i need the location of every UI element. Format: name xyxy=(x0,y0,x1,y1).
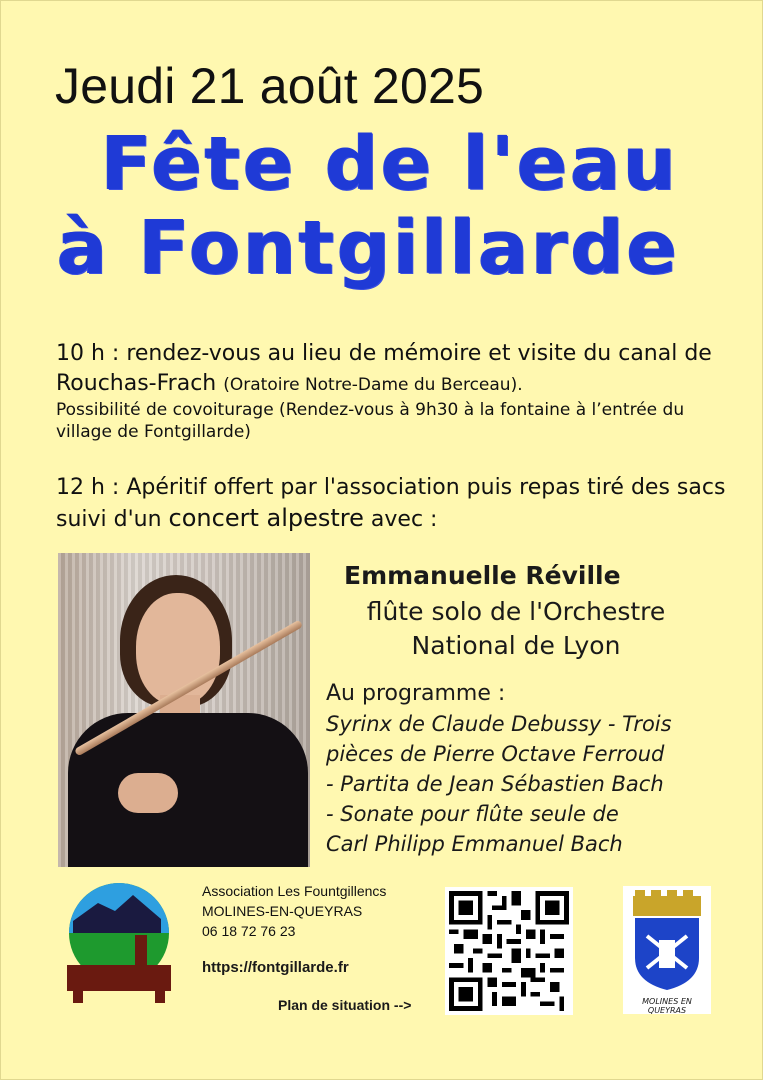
association-info xyxy=(202,881,386,941)
program-line: - Partita de Jean Sébastien Bach xyxy=(326,772,664,796)
morning-paren: (Oratoire Notre-Dame du Berceau). xyxy=(223,375,523,395)
association-phone: 06 18 72 76 23 xyxy=(202,923,296,939)
performer-photo xyxy=(58,553,310,867)
program-line: Syrinx de Claude Debussy - Trois xyxy=(326,712,672,736)
association-logo xyxy=(63,881,175,1005)
noon-text-a: 12 h : Apéritif offert par l'association puis repas tiré des sacs suivi d'un xyxy=(56,475,726,532)
noon-schedule xyxy=(56,473,736,535)
website-link[interactable]: https://fontgillarde.fr xyxy=(202,959,349,976)
performer-role-1: flûte solo de l'Orchestre xyxy=(366,597,666,626)
qr-code[interactable] xyxy=(445,887,573,1015)
noon-text-b: avec : xyxy=(370,507,438,532)
crest-label: MOLINES EN QUEYRAS xyxy=(642,997,692,1015)
program-list xyxy=(326,709,726,859)
association-town: MOLINES-EN-QUEYRAS xyxy=(202,903,363,919)
performer-role-2: National de Lyon xyxy=(411,631,621,660)
program-line: pièces de Pierre Octave Ferroud xyxy=(326,742,665,766)
noon-concert: concert alpestre xyxy=(168,504,364,532)
association-name: Association Les Fountgillencs xyxy=(202,883,387,899)
event-title-line2: à Fontgillarde xyxy=(57,205,680,291)
plan-label: Plan de situation --> xyxy=(278,997,412,1013)
performer-role xyxy=(331,595,701,663)
program-line: Carl Philipp Emmanuel Bach xyxy=(326,832,623,856)
event-date: Jeudi 21 août 2025 xyxy=(55,58,484,114)
program-line: - Sonate pour flûte seule de xyxy=(326,802,619,826)
event-title-line1: Fête de l'eau xyxy=(101,121,679,207)
performer-name: Emmanuelle Réville xyxy=(344,561,621,590)
morning-main: 10 h : rendez-vous au lieu de mémoire et visite du canal de Rouchas-Frach xyxy=(56,341,712,396)
program-title: Au programme : xyxy=(326,681,506,706)
carpool-note: Possibilité de covoiturage (Rendez-vous à 9h30 à la fontaine à l’entrée du village de Fontgillarde) xyxy=(56,400,685,442)
morning-schedule xyxy=(56,339,736,400)
town-crest xyxy=(623,886,711,1014)
